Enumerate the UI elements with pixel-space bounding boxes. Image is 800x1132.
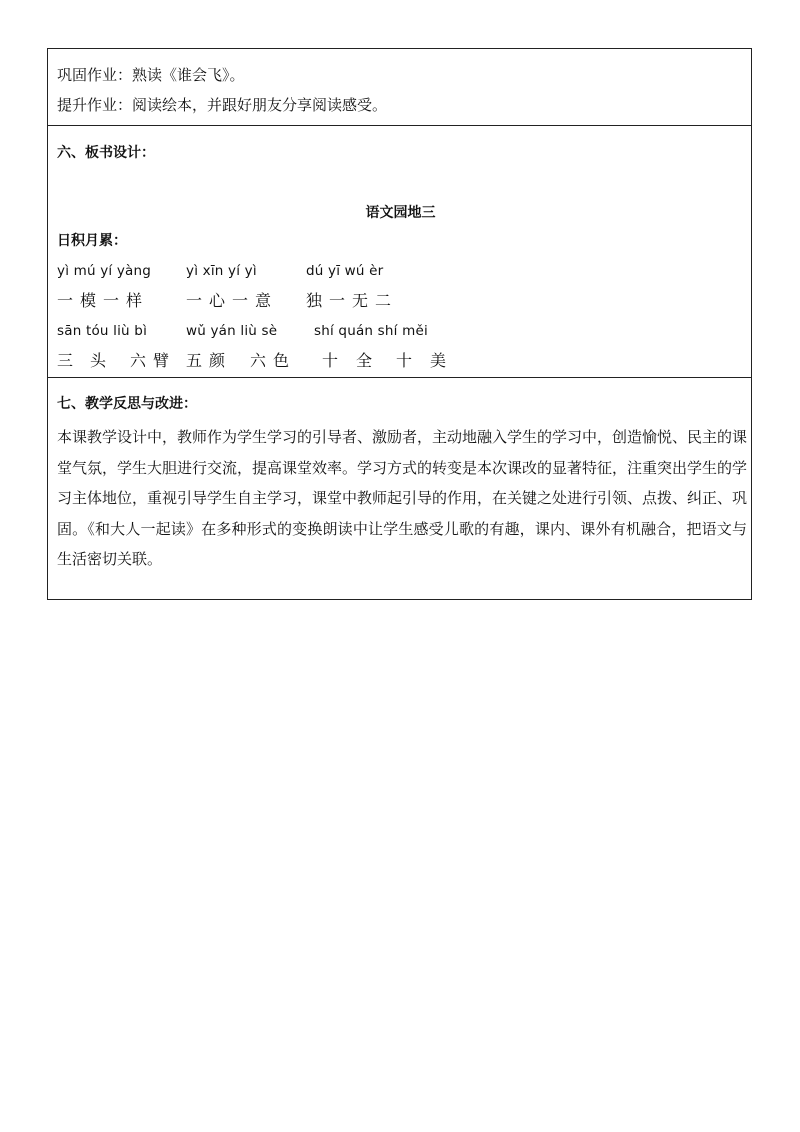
board-title: 语文园地三 (365, 205, 436, 221)
consolidation-homework: 巩固作业：熟读《谁会飞》。 (57, 66, 245, 84)
pinyin-group: wǔ yán liù sè (186, 323, 278, 339)
idiom: 一心一意 (186, 291, 279, 310)
lesson-plan-table (47, 48, 752, 600)
board-design-heading: 六、板书设计： (57, 145, 155, 161)
pinyin-group: yì mú yí yàng (57, 263, 152, 279)
homework-cell (48, 49, 751, 125)
reflection-text: 本课教学设计中，教师作为学生学习的引导者、激励者，主动地融入学生的学习中，创造愉悦、民主的课堂气氛，学生大胆进行交流，提高课堂效率。学习方式的转变是本次课改的显著特征，注重突出学生的学习主体地位，重视引导学生自主学习，课堂中教师起引导的作用，在关键之处进行引领、点拨、纠正、巩固。《和大人一起读》在多种形式的变换朗读中让学生感受儿歌的有趣，课内、课外有机融合，把语文与生活密切关联。 (57, 428, 748, 569)
daily-accumulation-heading: 日积月累： (57, 233, 127, 249)
improvement-homework: 提升作业：阅读绘本，并跟好朋友分享阅读感受。 (57, 96, 388, 114)
board-design-cell (48, 125, 751, 377)
idiom: 独一无二 (306, 291, 399, 310)
pinyin-group: yì xīn yí yì (186, 263, 257, 279)
reflection-cell (48, 377, 751, 599)
pinyin-group: sān tóu liù bì (57, 323, 148, 339)
idiom-part: 六臂 (130, 351, 177, 370)
pinyin-group: dú yī wú èr (306, 263, 384, 279)
pinyin-group: shí quán shí měi (314, 323, 428, 339)
idiom: 一模一样 (57, 291, 150, 310)
idiom-part: 五颜 (186, 351, 233, 370)
idiom-part: 十美 (396, 351, 465, 370)
reflection-heading: 七、教学反思与改进： (57, 396, 197, 412)
idiom-part: 六色 (250, 351, 297, 370)
idiom-part: 三头 (57, 351, 124, 370)
idiom-part: 十全 (322, 351, 391, 370)
